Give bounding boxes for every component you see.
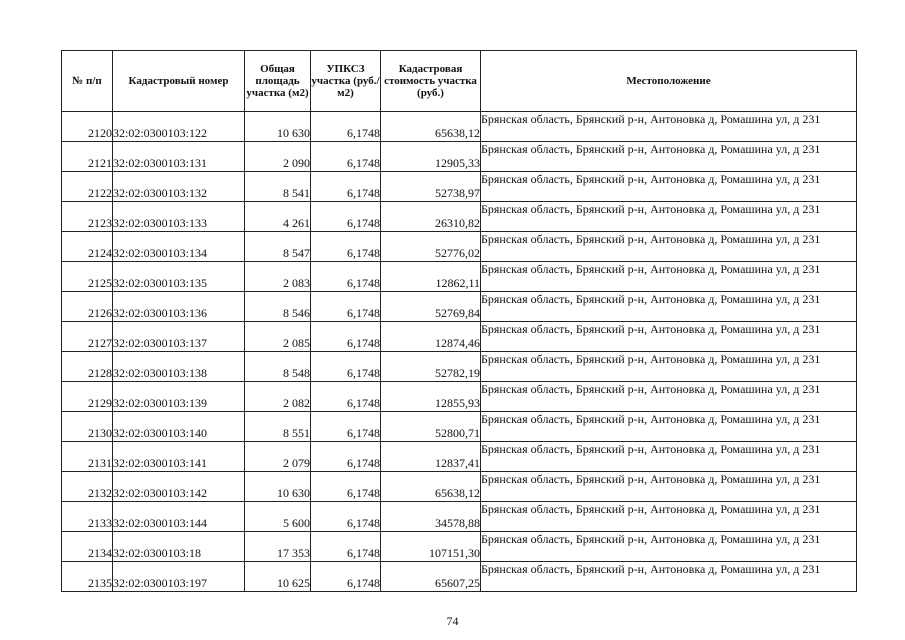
area-cell: 8 541 (245, 172, 311, 202)
cadastral-number-cell: 32:02:0300103:142 (113, 472, 245, 502)
upks-cell: 6,1748 (311, 292, 381, 322)
row-num-cell: 2134 (62, 532, 113, 562)
upks-cell: 6,1748 (311, 502, 381, 532)
cadastral-number-cell: 32:02:0300103:18 (113, 532, 245, 562)
location-cell: Брянская область, Брянский р-н, Антоновка д, Ромашина ул, д 231 (481, 472, 857, 502)
table-row (62, 382, 857, 412)
cadastral-number-cell: 32:02:0300103:139 (113, 382, 245, 412)
location-cell: Брянская область, Брянский р-н, Антоновка д, Ромашина ул, д 231 (481, 562, 857, 592)
cadastral-cost-cell: 26310,82 (381, 202, 481, 232)
table-row (62, 322, 857, 352)
upks-cell: 6,1748 (311, 382, 381, 412)
area-cell: 8 551 (245, 412, 311, 442)
upks-cell: 6,1748 (311, 322, 381, 352)
area-cell: 10 630 (245, 472, 311, 502)
upks-cell: 6,1748 (311, 412, 381, 442)
location-cell: Брянская область, Брянский р-н, Антоновка д, Ромашина ул, д 231 (481, 112, 857, 142)
area-cell: 8 546 (245, 292, 311, 322)
upks-cell: 6,1748 (311, 262, 381, 292)
cadastral-cost-cell: 52769,84 (381, 292, 481, 322)
cadastral-cost-cell: 12855,93 (381, 382, 481, 412)
cadastral-cost-cell: 34578,88 (381, 502, 481, 532)
upks-cell: 6,1748 (311, 232, 381, 262)
table-row (62, 502, 857, 532)
row-num-cell: 2129 (62, 382, 113, 412)
location-cell: Брянская область, Брянский р-н, Антоновка д, Ромашина ул, д 231 (481, 232, 857, 262)
location-cell: Брянская область, Брянский р-н, Антоновка д, Ромашина ул, д 231 (481, 442, 857, 472)
cadastral-cost-cell: 52800,71 (381, 412, 481, 442)
area-cell: 8 548 (245, 352, 311, 382)
page-number: 74 (446, 614, 459, 628)
area-cell: 10 625 (245, 562, 311, 592)
cadastral-register-table (61, 50, 857, 592)
cadastral-cost-cell: 65638,12 (381, 112, 481, 142)
row-num-cell: 2120 (62, 112, 113, 142)
row-num-cell: 2122 (62, 172, 113, 202)
row-num-cell: 2127 (62, 322, 113, 352)
location-cell: Брянская область, Брянский р-н, Антоновка д, Ромашина ул, д 231 (481, 532, 857, 562)
cadastral-cost-cell: 12862,11 (381, 262, 481, 292)
table-row (62, 442, 857, 472)
row-num-cell: 2128 (62, 352, 113, 382)
table-row (62, 412, 857, 442)
cadastral-number-cell: 32:02:0300103:134 (113, 232, 245, 262)
upks-cell: 6,1748 (311, 142, 381, 172)
row-num-cell: 2124 (62, 232, 113, 262)
location-cell: Брянская область, Брянский р-н, Антоновка д, Ромашина ул, д 231 (481, 202, 857, 232)
location-cell: Брянская область, Брянский р-н, Антоновка д, Ромашина ул, д 231 (481, 352, 857, 382)
table-row (62, 172, 857, 202)
row-num-cell: 2135 (62, 562, 113, 592)
cadastral-number-cell: 32:02:0300103:133 (113, 202, 245, 232)
row-num-cell: 2125 (62, 262, 113, 292)
area-cell: 4 261 (245, 202, 311, 232)
header-area: Общая площадь участка (м2) (245, 51, 311, 112)
table-row (62, 202, 857, 232)
cadastral-cost-cell: 12905,33 (381, 142, 481, 172)
row-num-cell: 2121 (62, 142, 113, 172)
area-cell: 2 082 (245, 382, 311, 412)
cadastral-cost-cell: 52776,02 (381, 232, 481, 262)
location-cell: Брянская область, Брянский р-н, Антоновка д, Ромашина ул, д 231 (481, 292, 857, 322)
location-cell: Брянская область, Брянский р-н, Антоновка д, Ромашина ул, д 231 (481, 382, 857, 412)
location-cell: Брянская область, Брянский р-н, Антоновка д, Ромашина ул, д 231 (481, 142, 857, 172)
row-num-cell: 2126 (62, 292, 113, 322)
header-cadastral-number: Кадастровый номер (113, 51, 245, 112)
table-row (62, 352, 857, 382)
location-cell: Брянская область, Брянский р-н, Антоновка д, Ромашина ул, д 231 (481, 412, 857, 442)
table-row (62, 532, 857, 562)
upks-cell: 6,1748 (311, 562, 381, 592)
upks-cell: 6,1748 (311, 532, 381, 562)
upks-cell: 6,1748 (311, 442, 381, 472)
cadastral-number-cell: 32:02:0300103:138 (113, 352, 245, 382)
table-row (62, 472, 857, 502)
cadastral-number-cell: 32:02:0300103:122 (113, 112, 245, 142)
upks-cell: 6,1748 (311, 472, 381, 502)
upks-cell: 6,1748 (311, 172, 381, 202)
cadastral-cost-cell: 65638,12 (381, 472, 481, 502)
cadastral-number-cell: 32:02:0300103:137 (113, 322, 245, 352)
cadastral-cost-cell: 12874,46 (381, 322, 481, 352)
header-num: № п/п (62, 51, 113, 112)
area-cell: 17 353 (245, 532, 311, 562)
cadastral-cost-cell: 65607,25 (381, 562, 481, 592)
table-row (62, 292, 857, 322)
area-cell: 2 079 (245, 442, 311, 472)
table-row (62, 262, 857, 292)
upks-cell: 6,1748 (311, 202, 381, 232)
cadastral-number-cell: 32:02:0300103:144 (113, 502, 245, 532)
row-num-cell: 2130 (62, 412, 113, 442)
cadastral-number-cell: 32:02:0300103:136 (113, 292, 245, 322)
location-cell: Брянская область, Брянский р-н, Антоновка д, Ромашина ул, д 231 (481, 262, 857, 292)
location-cell: Брянская область, Брянский р-н, Антоновка д, Ромашина ул, д 231 (481, 502, 857, 532)
table-row (62, 142, 857, 172)
table-row (62, 232, 857, 262)
row-num-cell: 2131 (62, 442, 113, 472)
cadastral-number-cell: 32:02:0300103:140 (113, 412, 245, 442)
upks-cell: 6,1748 (311, 352, 381, 382)
area-cell: 10 630 (245, 112, 311, 142)
cadastral-number-cell: 32:02:0300103:197 (113, 562, 245, 592)
header-upks: УПКСЗ участка (руб./м2) (311, 51, 381, 112)
area-cell: 5 600 (245, 502, 311, 532)
location-cell: Брянская область, Брянский р-н, Антоновка д, Ромашина ул, д 231 (481, 172, 857, 202)
table-header-row (62, 51, 857, 112)
area-cell: 2 083 (245, 262, 311, 292)
cadastral-cost-cell: 107151,30 (381, 532, 481, 562)
area-cell: 8 547 (245, 232, 311, 262)
location-cell: Брянская область, Брянский р-н, Антоновка д, Ромашина ул, д 231 (481, 322, 857, 352)
row-num-cell: 2132 (62, 472, 113, 502)
cadastral-number-cell: 32:02:0300103:135 (113, 262, 245, 292)
area-cell: 2 090 (245, 142, 311, 172)
cadastral-cost-cell: 12837,41 (381, 442, 481, 472)
row-num-cell: 2133 (62, 502, 113, 532)
cadastral-number-cell: 32:02:0300103:131 (113, 142, 245, 172)
cadastral-number-cell: 32:02:0300103:132 (113, 172, 245, 202)
table-row (62, 112, 857, 142)
upks-cell: 6,1748 (311, 112, 381, 142)
header-location: Местоположение (481, 51, 857, 112)
table-row (62, 562, 857, 592)
area-cell: 2 085 (245, 322, 311, 352)
cadastral-cost-cell: 52738,97 (381, 172, 481, 202)
cadastral-cost-cell: 52782,19 (381, 352, 481, 382)
row-num-cell: 2123 (62, 202, 113, 232)
header-cadastral-cost: Кадастровая стоимость участка (руб.) (381, 51, 481, 112)
cadastral-number-cell: 32:02:0300103:141 (113, 442, 245, 472)
